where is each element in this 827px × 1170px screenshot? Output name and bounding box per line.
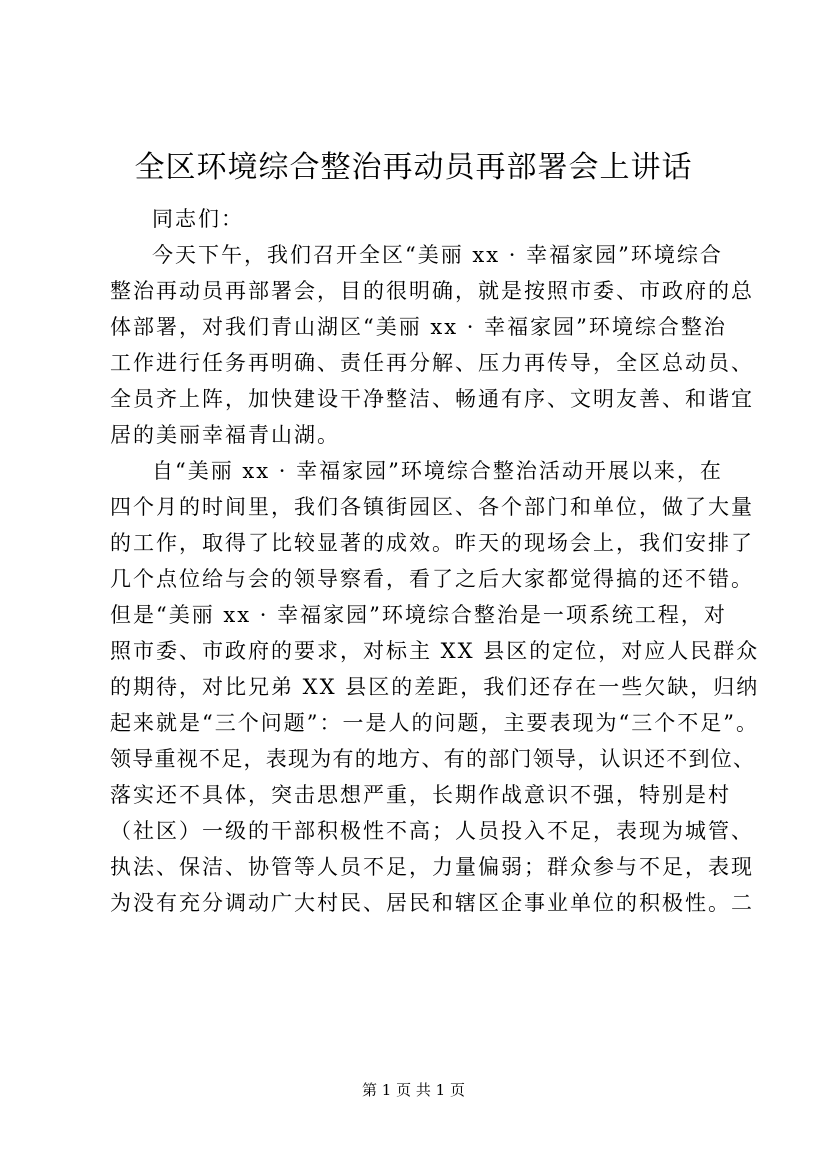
document-title: 全区环境综合整治再动员再部署会上讲话 xyxy=(134,150,693,185)
body-line: 自“美丽 xx · 幸福家园”环境综合整治活动开展以来，在 xyxy=(152,459,723,483)
body-line: 居的美丽幸福青山湖。 xyxy=(110,423,340,447)
body-line: 执法、保洁、协管等人员不足，力量偏弱；群众参与不足，表现 xyxy=(110,855,754,879)
body-line: 照市委、市政府的要求，对标主 XX 县区的定位，对应人民群众 xyxy=(110,639,760,663)
body-line: 全员齐上阵，加快建设干净整洁、畅通有序、文明友善、和谐宜 xyxy=(110,387,754,411)
body-line: 工作进行任务再明确、责任再分解、压力再传导，全区总动员、 xyxy=(110,351,754,375)
greeting: 同志们： xyxy=(152,207,244,231)
body-line: 体部署，对我们青山湖区“美丽 xx · 幸福家园”环境综合整治 xyxy=(110,315,727,339)
body-line: 落实还不具体，突击思想严重，长期作战意识不强，特别是村 xyxy=(110,783,731,807)
body-line: 起来就是“三个问题”：一是人的问题，主要表现为“三个不足”。 xyxy=(110,711,759,735)
body-line: （社区）一级的干部积极性不高；人员投入不足，表现为城管、 xyxy=(110,819,754,843)
body-line: 四个月的时间里，我们各镇街园区、各个部门和单位，做了大量 xyxy=(110,495,754,519)
body-line: 的工作，取得了比较显著的成效。昨天的现场会上，我们安排了 xyxy=(110,531,754,555)
body-line: 整治再动员再部署会，目的很明确，就是按照市委、市政府的总 xyxy=(110,279,754,303)
body-line: 今天下午，我们召开全区“美丽 xx · 幸福家园”环境综合 xyxy=(152,243,723,267)
body-line: 领导重视不足，表现为有的地方、有的部门领导，认识还不到位、 xyxy=(110,747,756,771)
body-line: 为没有充分调动广大村民、居民和辖区企事业单位的积极性。二 xyxy=(110,891,754,915)
body-line: 几个点位给与会的领导察看，看了之后大家都觉得搞的还不错。 xyxy=(110,567,754,591)
body-line: 但是“美丽 xx · 幸福家园”环境综合整治是一项系统工程，对 xyxy=(110,603,727,627)
page-number: 第 1 页 共 1 页 xyxy=(362,1081,465,1099)
body-line: 的期待，对比兄弟 XX 县区的差距，我们还存在一些欠缺，归纳 xyxy=(110,675,760,699)
